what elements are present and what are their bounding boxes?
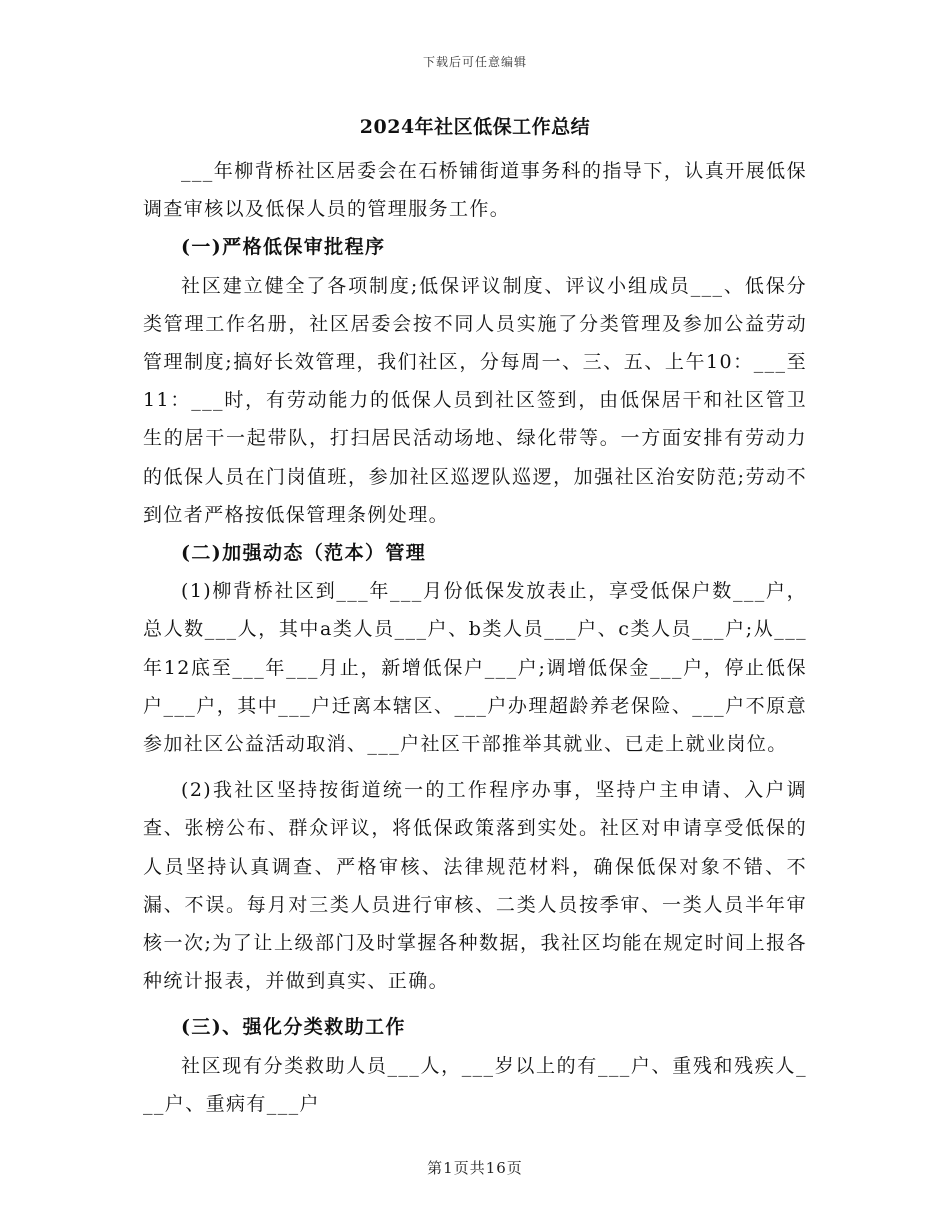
section-2-paragraph-2: (2)我社区坚持按街道统一的工作程序办事，坚持户主申请、入户调查、张榜公布、群众评议，将低保政策落到实处。社区对申请享受低保的人员坚持认真调查、严格审核、法律规范材料，确保低保对象不错、不漏、不误。每月对三类人员进行审核、二类人员按季审、一类人员半年审核一次;为了让上级部门及时掌握各种数据，我社区均能在规定时间上报各种统计报表，并做到真实、正确。 xyxy=(143,779,807,993)
section-1-paragraph: 社区建立健全了各项制度;低保评议制度、评议小组成员___、低保分类管理工作名册，社区居委会按不同人员实施了分类管理及参加公益劳动管理制度;搞好长效管理，我们社区，分每周一、三、五、上午10：___至11：___时，有劳动能力的低保人员到社区签到，由低保居干和社区管卫生的居干一起带队，打扫居民活动场地、绿化带等。一方面安排有劳动力的低保人员在门岗值班，参加社区巡逻队巡逻，加强社区治安防范;劳动不到位者严格按低保管理条例处理。 xyxy=(143,274,807,526)
paragraph-gap xyxy=(143,763,807,771)
document-body xyxy=(143,108,807,1123)
intro-paragraph: ___年柳背桥社区居委会在石桥铺街道事务科的指导下，认真开展低保调查审核以及低保人员的管理服务工作。 xyxy=(143,160,807,221)
page-number-footer: 第1页共16页 xyxy=(427,1159,523,1177)
section-1-heading: (一)严格低保审批程序 xyxy=(181,236,386,259)
header-note: 下载后可任意编辑 xyxy=(422,55,527,69)
document-title: 2024年社区低保工作总结 xyxy=(359,116,591,138)
section-3-paragraph: 社区现有分类救助人员___人，___岁以上的有___户、重残和残疾人___户、重病有___户 xyxy=(143,1054,807,1115)
section-3-heading: (三)、强化分类救助工作 xyxy=(181,1016,406,1039)
section-2-paragraph-1: (1)柳背桥社区到___年___月份低保发放表止，享受低保户数___户，总人数___人，其中a类人员___户、b类人员___户、c类人员___户;从___年12底至___年___月止，新增低保户___户;调增低保金___户，停止低保户___户，其中___户迁离本辖区、___户办理超龄养老保险、___户不原意参加社区公益活动取消、___户社区干部推举其就业、已走上就业岗位。 xyxy=(143,580,807,756)
section-2-heading: (二)加强动态（范本）管理 xyxy=(181,542,427,565)
paragraph-gap xyxy=(143,1000,807,1008)
